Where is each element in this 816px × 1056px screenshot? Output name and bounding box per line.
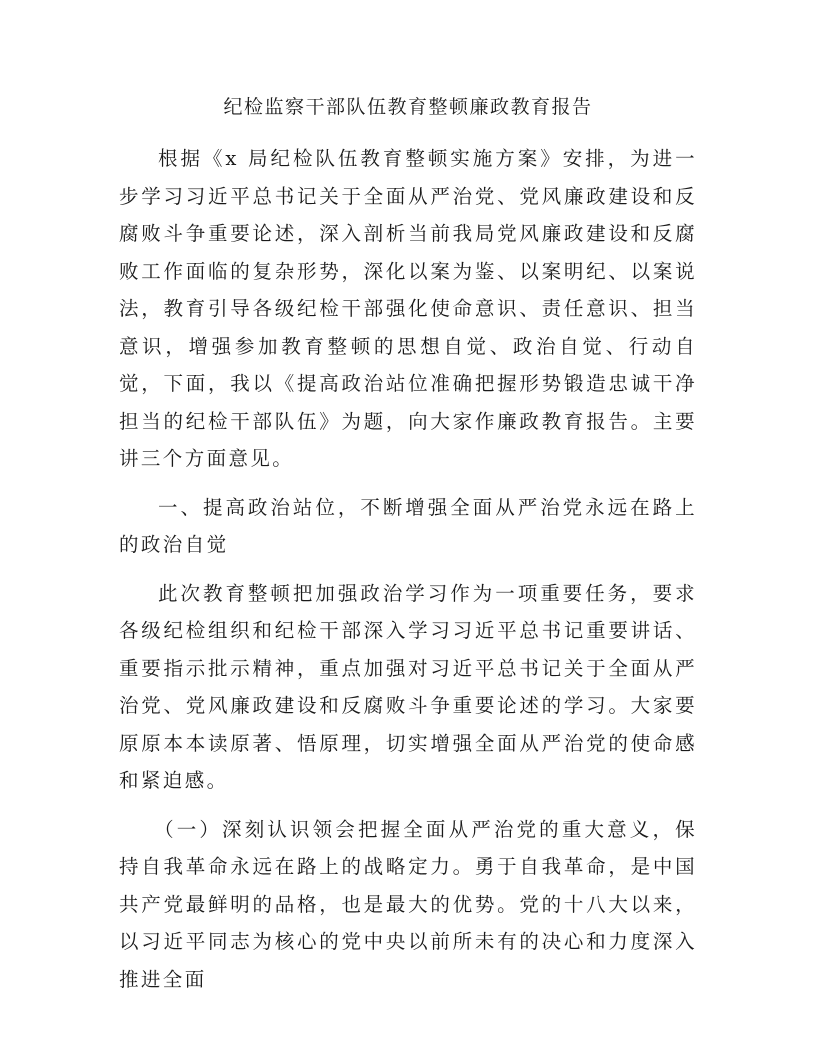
document-title: 纪检监察干部队伍教育整顿廉政教育报告	[223, 96, 593, 118]
section-heading-1: 一、提高政治站位，不断增强全面从严治党永远在路上的政治自觉	[119, 495, 697, 556]
subsection-paragraph-1: （一）深刻认识领会把握全面从严治党的重大意义，保持自我革命永远在路上的战略定力。勇于自我革命，是中国共产党最鲜明的品格，也是最大的优势。党的十八大以来，以习近平同志为核心的党中央以前所未有的决心和力度深入推进全面	[119, 817, 697, 991]
body-paragraph: 此次教育整顿把加强政治学习作为一项重要任务，要求各级纪检组织和纪检干部深入学习习近平总书记重要讲话、重要指示批示精神，重点加强对习近平总书记关于全面从严治党、党风廉政建设和反腐败斗争重要论述的学习。大家要原原本本读原著、悟原理，切实增强全面从严治党的使命感和紧迫感。	[119, 581, 697, 792]
intro-paragraph: 根据《x 局纪检队伍教育整顿实施方案》安排，为进一步学习习近平总书记关于全面从严治党、党风廉政建设和反腐败斗争重要论述，深入剖析当前我局党风廉政建设和反腐败工作面临的复杂形势，深化以案为鉴、以案明纪、以案说法，教育引导各级纪检干部强化使命意识、责任意识、担当意识，增强参加教育整顿的思想自觉、政治自觉、行动自觉，下面，我以《提高政治站位准确把握形势锻造忠诚干净担当的纪检干部队伍》为题，向大家作廉政教育报告。主要讲三个方面意见。	[119, 147, 697, 470]
document-body	[119, 92, 697, 1009]
